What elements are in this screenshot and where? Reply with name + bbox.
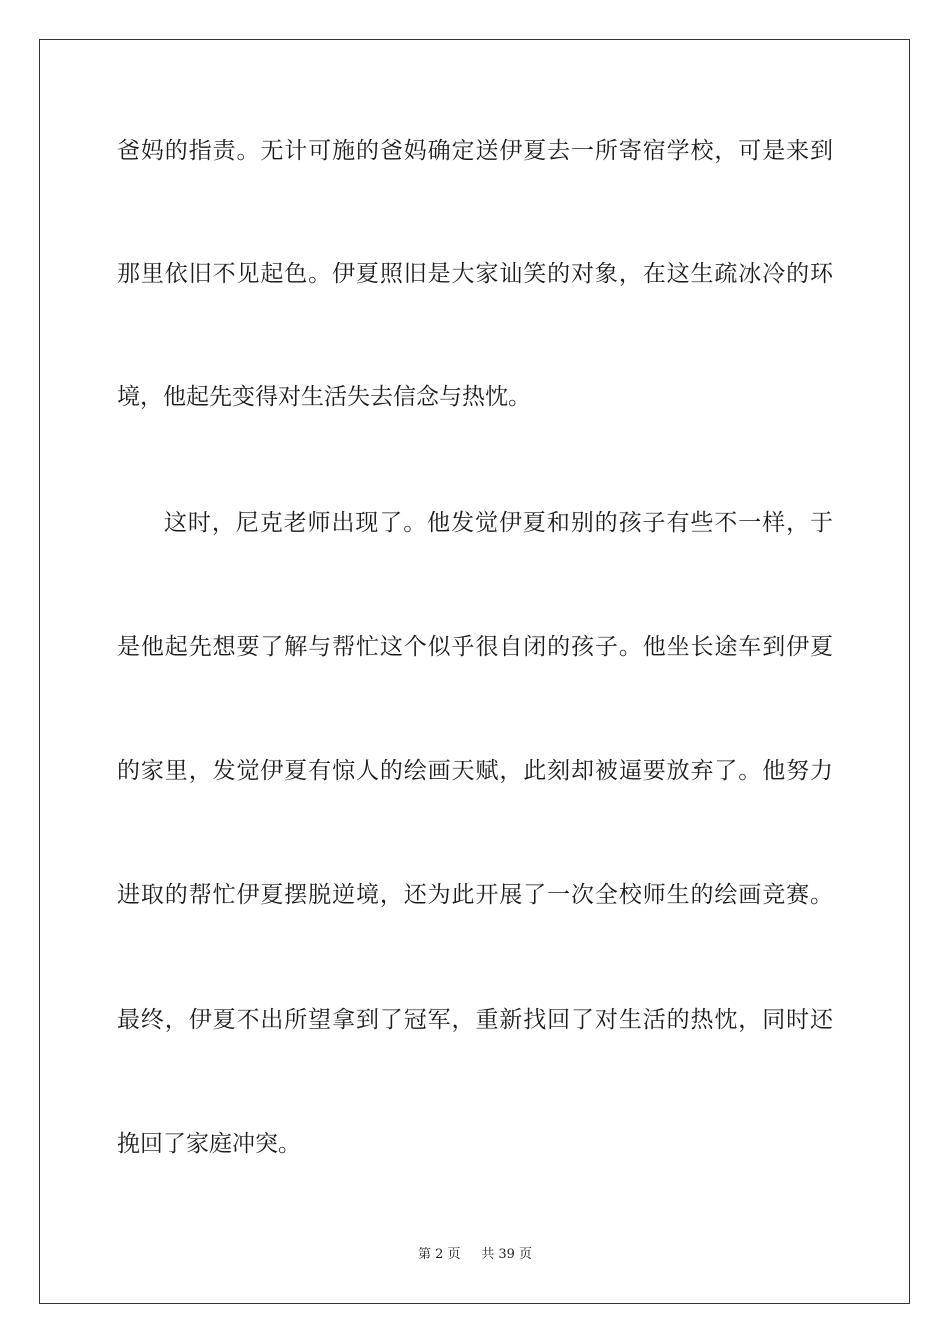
- paragraph-line: 挽回了家庭冲突。: [117, 1131, 301, 1157]
- paragraph-line: 的家里，发觉伊夏有惊人的绘画天赋，此刻却被逼要放弃了。他努力: [117, 758, 833, 784]
- paragraph-line: 这时，尼克老师出现了。他发觉伊夏和别的孩子有些不一样，于: [164, 510, 833, 536]
- paragraph-line: 爸妈的指责。无计可施的爸妈确定送伊夏去一所寄宿学校，可是来到: [117, 138, 833, 164]
- page-number: 第 2 页: [417, 1247, 461, 1262]
- paragraph-line: 进取的帮忙伊夏摆脱逆境，还为此开展了一次全校师生的绘画竞赛。: [117, 882, 833, 908]
- page-total: 共 39 页: [481, 1247, 533, 1262]
- page-footer: [0, 1246, 950, 1264]
- paragraph-line: 是他起先想要了解与帮忙这个似乎很自闭的孩子。他坐长途车到伊夏: [117, 634, 833, 660]
- paragraph-line: 那里依旧不见起色。伊夏照旧是大家讪笑的对象，在这生疏冰冷的环: [117, 261, 833, 287]
- paragraph-line: 最终，伊夏不出所望拿到了冠军，重新找回了对生活的热忱，同时还: [117, 1007, 833, 1033]
- paragraph-line: 境，他起先变得对生活失去信念与热忱。: [117, 384, 531, 410]
- page-border: [39, 39, 910, 1304]
